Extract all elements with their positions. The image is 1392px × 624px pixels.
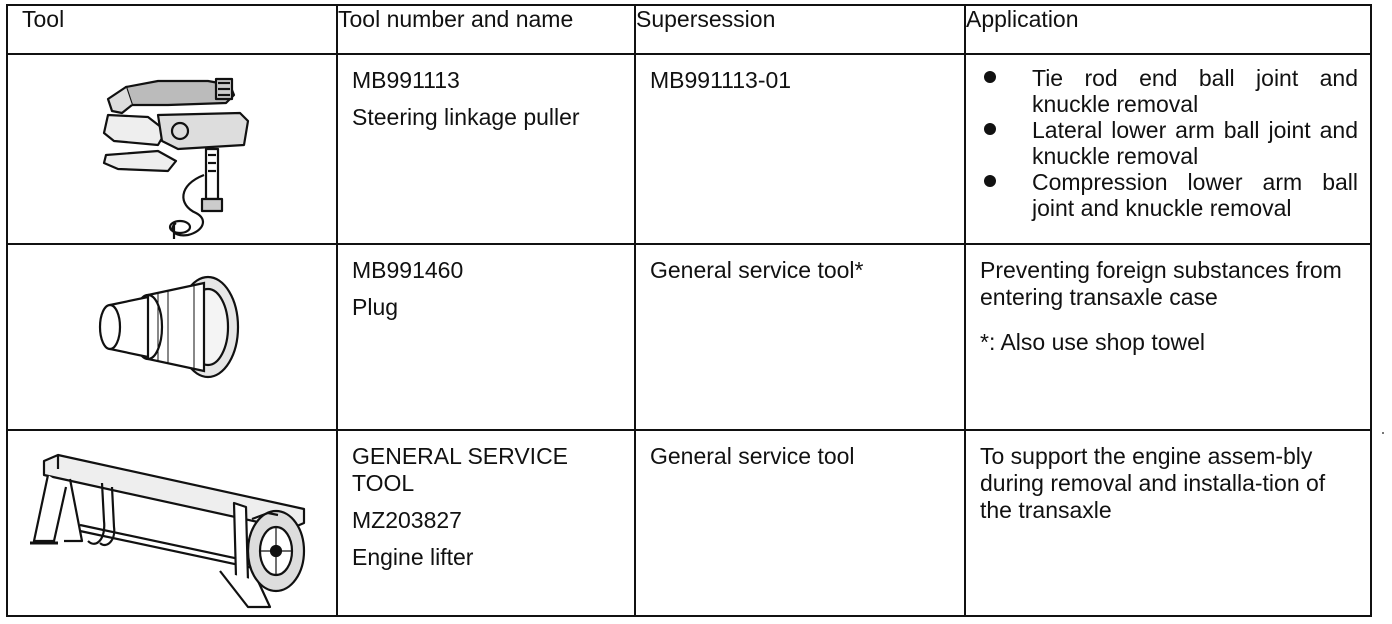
bullet-icon [984, 175, 996, 187]
tool-number: MB991113 [352, 67, 460, 93]
tool-general-label: GENERAL SERVICE TOOL [352, 443, 569, 496]
application-list [980, 65, 1358, 221]
list-item: Compression lower arm ball joint and knuckle removal [980, 169, 1358, 221]
supersession-value: MB991113-01 [650, 67, 792, 93]
margin-mark [1382, 432, 1384, 434]
tool-image-cell [7, 430, 337, 616]
tool-name: Engine lifter [352, 544, 474, 570]
tool-number: MB991460 [352, 257, 464, 283]
bullet-icon [984, 71, 996, 83]
tool-number-name-cell [337, 54, 635, 244]
application-text: Preventing foreign substances from entering transaxle case [980, 257, 1342, 310]
tool-image-cell [7, 244, 337, 430]
tool-image-cell [7, 54, 337, 244]
supersession-cell [635, 430, 965, 616]
application-cell [965, 54, 1371, 244]
table-row [7, 54, 1371, 244]
supersession-cell [635, 54, 965, 244]
application-note: *: Also use shop towel [980, 329, 1206, 355]
list-item: Lateral lower arm ball joint and knuckle removal [980, 117, 1358, 169]
application-text: To support the engine assem-bly during removal and installa-tion of the transaxle [980, 443, 1326, 523]
header-application: Application [965, 5, 1371, 54]
supersession-value: General service tool* [650, 257, 864, 283]
application-cell [965, 430, 1371, 616]
header-tool-number-and-name: Tool number and name [337, 5, 635, 54]
table-header-row [7, 5, 1371, 54]
application-cell [965, 244, 1371, 430]
engine-lifter-drawing [8, 431, 334, 613]
special-tools-table [6, 4, 1372, 617]
tool-number-name-cell [337, 244, 635, 430]
steering-linkage-puller-drawing [8, 55, 334, 241]
tool-name: Plug [352, 294, 399, 320]
table-row [7, 430, 1371, 616]
table-row [7, 244, 1371, 430]
tool-number-name-cell [337, 430, 635, 616]
list-item: Tie rod end ball joint and knuckle removal [980, 65, 1358, 117]
header-supersession: Supersession [635, 5, 965, 54]
tool-name: Steering linkage puller [352, 104, 580, 130]
tool-number: MZ203827 [352, 507, 462, 533]
supersession-value: General service tool [650, 443, 855, 469]
bullet-icon [984, 123, 996, 135]
supersession-cell [635, 244, 965, 430]
header-tool: Tool [7, 5, 337, 54]
plug-drawing [8, 245, 334, 427]
